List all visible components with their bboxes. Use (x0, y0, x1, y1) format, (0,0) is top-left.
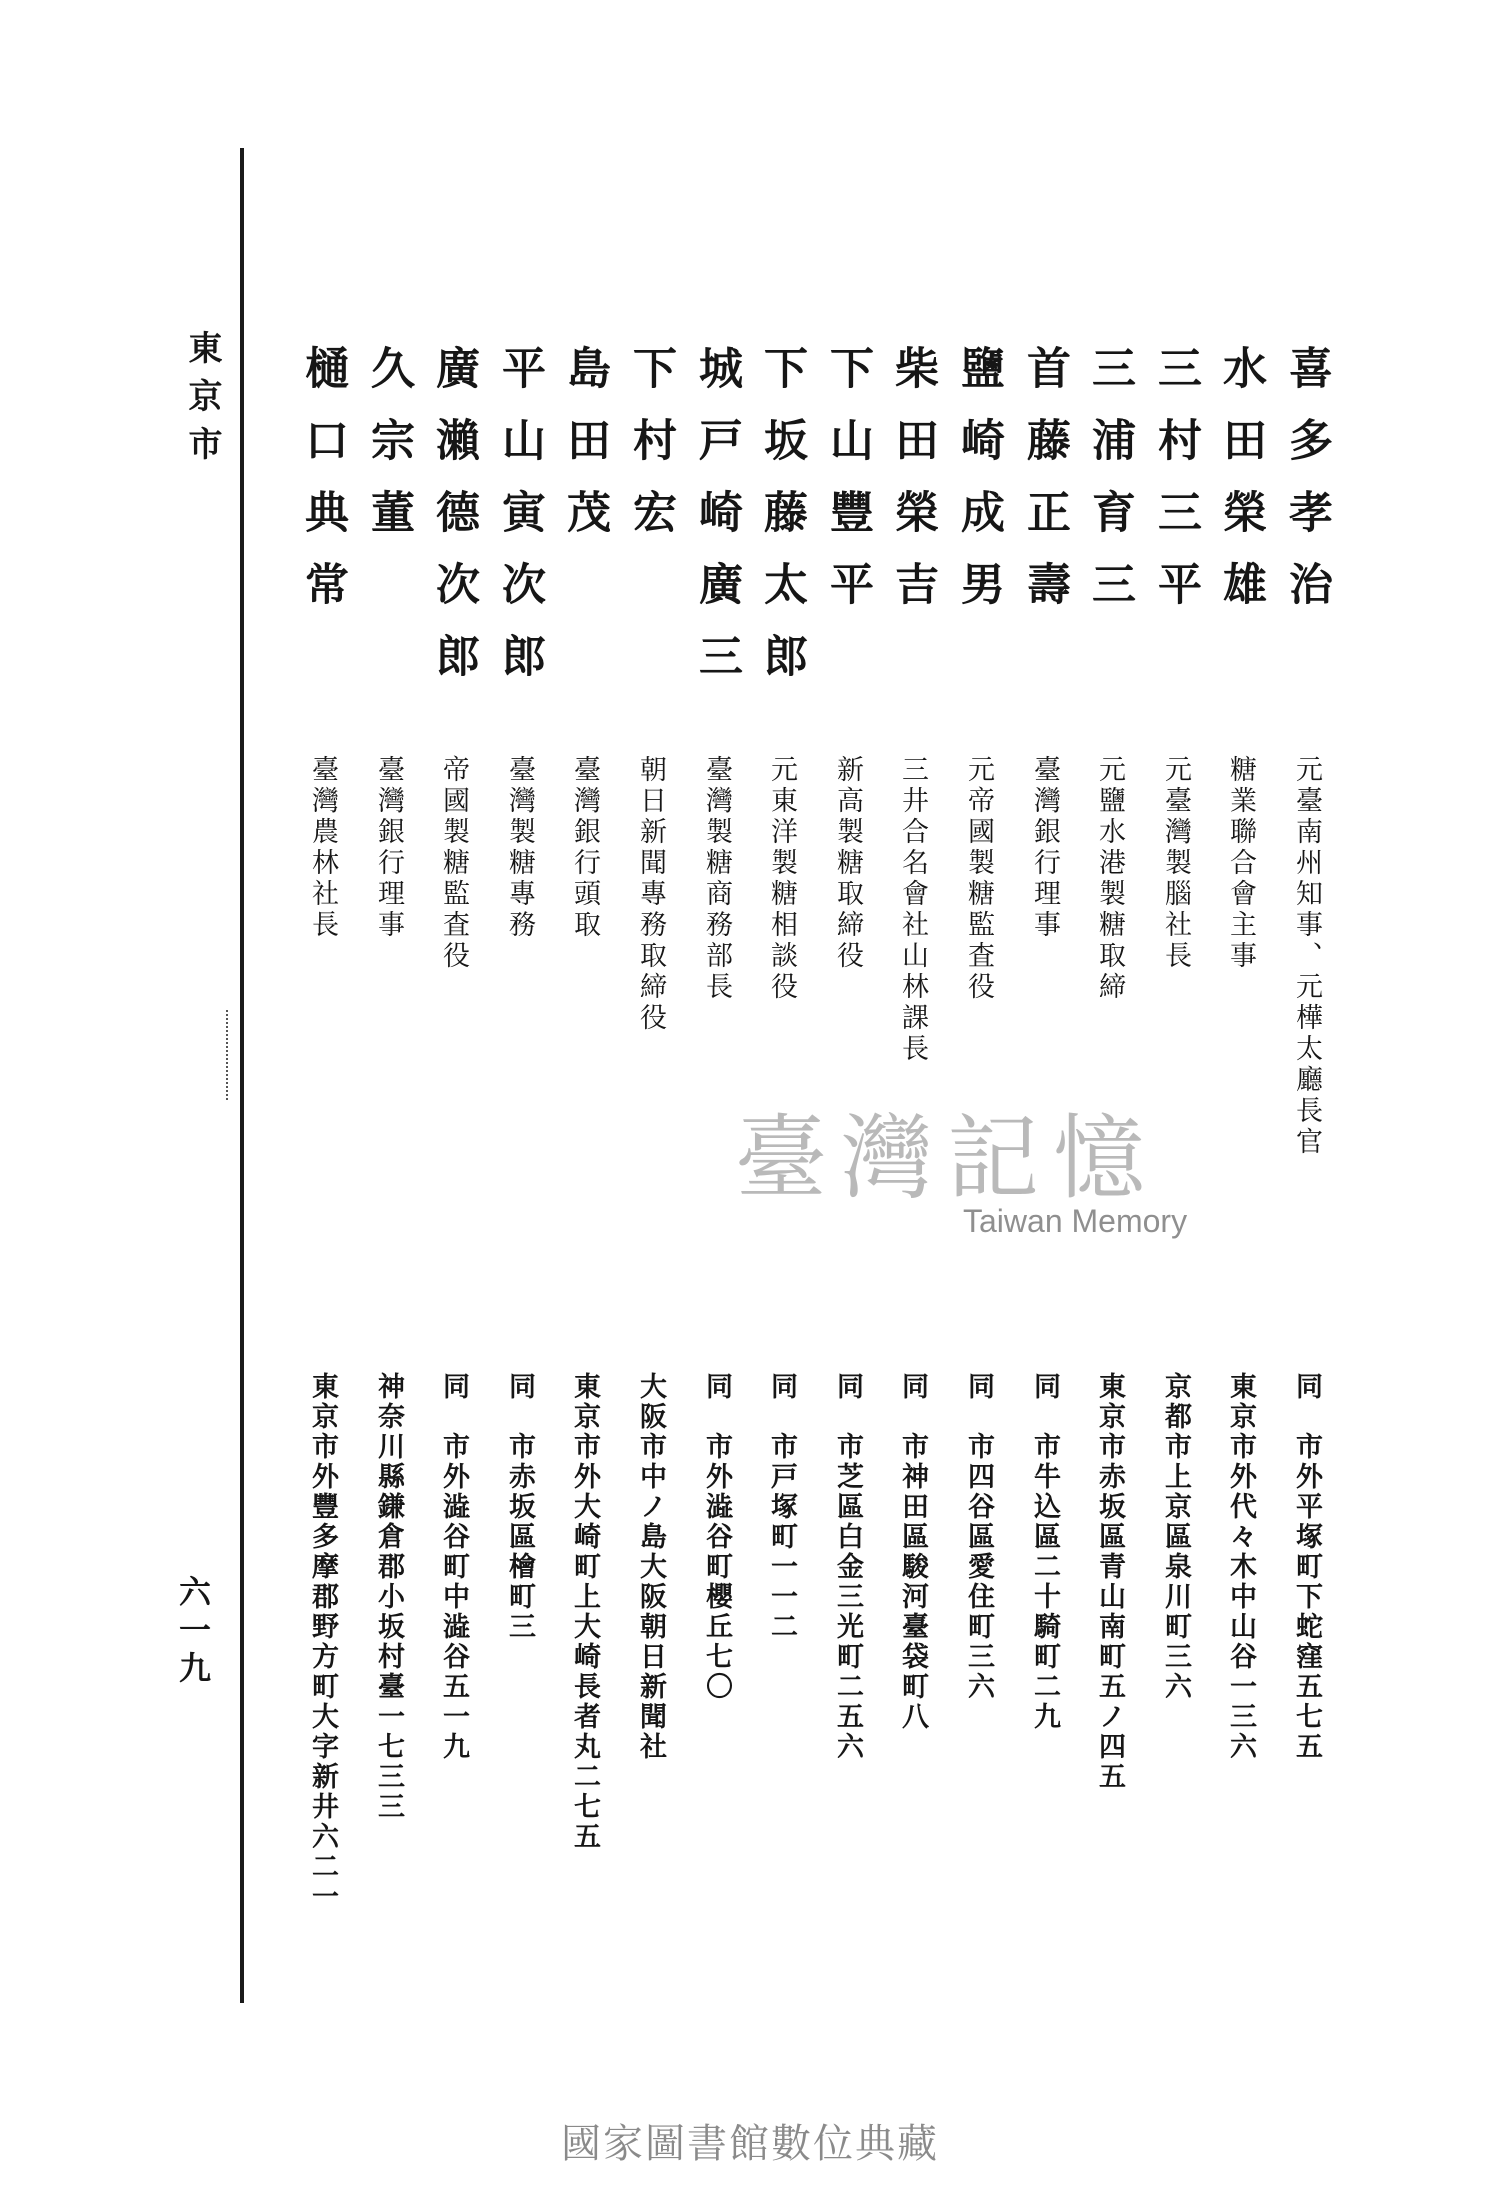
entry-title-text: 糖業聯合會主事 (1225, 755, 1256, 972)
entry-title (491, 755, 547, 941)
entry-address-text: 同 市外平塚町下蛇窪五七五 (1291, 1372, 1322, 1762)
entry-title-text: 三井合名會社山林課長 (897, 755, 928, 1065)
entry-name (1147, 345, 1203, 633)
watermark (735, 1085, 1205, 1255)
entry-title (1016, 755, 1072, 941)
entry-name-text: 柴田榮吉 (887, 345, 938, 633)
entry-title (556, 755, 612, 941)
entry-title (360, 755, 416, 941)
entry-name (294, 345, 350, 633)
entry-name-text: 平山寅次郎 (494, 345, 545, 705)
entry-address-text: 東京市赤坂區青山南町五ノ四五 (1094, 1372, 1125, 1792)
running-head: 東京市 (182, 330, 222, 474)
entry-address-text: 神奈川縣鎌倉郡小坂村臺一七三三 (373, 1372, 404, 1822)
entry-address-text: 同 市赤坂區檜町三 (504, 1372, 535, 1642)
entry-title-text: 元臺灣製腦社長 (1160, 755, 1191, 972)
entry-address-text: 同 市神田區駿河臺袋町八 (897, 1372, 928, 1732)
margin-dots (226, 1010, 231, 1100)
entry-name-text: 三村三平 (1150, 345, 1201, 633)
entry-name-text: 首藤正壽 (1019, 345, 1070, 633)
entry-title (1147, 755, 1203, 972)
entry-name (622, 345, 678, 561)
entry-name (688, 345, 744, 705)
entry-name-text: 下坂藤太郎 (756, 345, 807, 705)
entry-name-text: 樋口典常 (297, 345, 348, 633)
entry-name-text: 久宗董 (363, 345, 414, 561)
entry-name-text: 廣瀨德次郎 (428, 345, 479, 705)
entry-name-text: 下山豐平 (822, 345, 873, 633)
entry-name-text: 喜多孝治 (1281, 345, 1332, 633)
entry-title (884, 755, 940, 1065)
entry-address-text: 大阪市中ノ島大阪朝日新聞社 (635, 1372, 666, 1762)
entry-name (1278, 345, 1334, 633)
entry-address (556, 1372, 612, 1852)
entry-address (1278, 1372, 1334, 1762)
entry-name (819, 345, 875, 633)
entry-name-text: 鹽崎成男 (953, 345, 1004, 633)
entry-address-text: 東京市外豐多摩郡野方町大字新井六二一 (307, 1372, 338, 1912)
entry-title-text: 臺灣銀行理事 (1029, 755, 1060, 941)
entry-name (884, 345, 940, 633)
watermark-chinese: 臺灣記憶 (735, 1105, 1160, 1212)
entry-title (1081, 755, 1137, 1003)
entry-name-text: 水田榮雄 (1215, 345, 1266, 633)
entry-address-text: 東京市外大崎町上大崎長者丸二七五 (569, 1372, 600, 1852)
entry-title (950, 755, 1006, 1003)
entry-address (360, 1372, 416, 1822)
entry-title-text: 朝日新聞專務取締役 (635, 755, 666, 1034)
entry-address (950, 1372, 1006, 1702)
entry-address (819, 1372, 875, 1762)
entry-title (1278, 755, 1334, 1158)
entry-title-text: 臺灣農林社長 (307, 755, 338, 941)
entry-name-text: 城戸崎廣三 (691, 345, 742, 705)
entry-address-text: 同 市戸塚町一一二 (766, 1372, 797, 1642)
entry-title-text: 臺灣銀行理事 (373, 755, 404, 941)
entry-name (753, 345, 809, 705)
entry-address-text: 京都市上京區泉川町三六 (1160, 1372, 1191, 1702)
footer-credit: 國家圖書館數位典藏 (561, 2121, 939, 2167)
entry-title-text: 新高製糖取締役 (832, 755, 863, 972)
entry-address (1212, 1372, 1268, 1762)
margin-rule (240, 148, 244, 2003)
entry-address-text: 東京市外代々木中山谷一三六 (1225, 1372, 1256, 1762)
entry-address (753, 1372, 809, 1642)
entry-name (491, 345, 547, 705)
entry-title (819, 755, 875, 972)
entry-name-text: 下村宏 (625, 345, 676, 561)
entry-title-text: 臺灣製糖專務 (504, 755, 535, 941)
entry-address (294, 1372, 350, 1912)
entry-address-text: 同 市四谷區愛住町三六 (963, 1372, 994, 1702)
entry-address-text: 同 市外澁谷町櫻丘七〇 (701, 1372, 732, 1702)
entry-title (622, 755, 678, 1034)
entry-title (753, 755, 809, 1003)
entry-title (1212, 755, 1268, 972)
entry-address (688, 1372, 744, 1702)
entry-title-text: 元鹽水港製糖取締 (1094, 755, 1125, 1003)
entry-name-text: 島田茂 (559, 345, 610, 561)
entry-name (950, 345, 1006, 633)
entry-title (425, 755, 481, 972)
entry-address-text: 同 市芝區白金三光町二五六 (832, 1372, 863, 1762)
entry-address (884, 1372, 940, 1732)
entry-name-text: 三浦育三 (1084, 345, 1135, 633)
entry-name (425, 345, 481, 705)
entry-name (1081, 345, 1137, 633)
entry-address (1147, 1372, 1203, 1702)
entry-name (1016, 345, 1072, 633)
entry-title (294, 755, 350, 941)
entry-title-text: 元臺南州知事、元樺太廳長官 (1291, 755, 1322, 1158)
entry-title-text: 元帝國製糖監査役 (963, 755, 994, 1003)
entry-title (688, 755, 744, 1003)
entry-address (622, 1372, 678, 1762)
entry-address (425, 1372, 481, 1762)
entry-name (1212, 345, 1268, 633)
entry-name (360, 345, 416, 561)
entry-title-text: 臺灣銀行頭取 (569, 755, 600, 941)
page-number: 六一九 (174, 1575, 212, 1689)
entry-name (556, 345, 612, 561)
entry-address (1016, 1372, 1072, 1732)
entry-title-text: 元東洋製糖相談役 (766, 755, 797, 1003)
entry-title-text: 臺灣製糖商務部長 (701, 755, 732, 1003)
entry-title-text: 帝國製糖監査役 (438, 755, 469, 972)
entry-address-text: 同 市牛込區二十騎町二九 (1029, 1372, 1060, 1732)
entry-address-text: 同 市外澁谷町中澁谷五一九 (438, 1372, 469, 1762)
entry-address (1081, 1372, 1137, 1792)
entry-address (491, 1372, 547, 1642)
watermark-english: Taiwan Memory (963, 1203, 1188, 1239)
